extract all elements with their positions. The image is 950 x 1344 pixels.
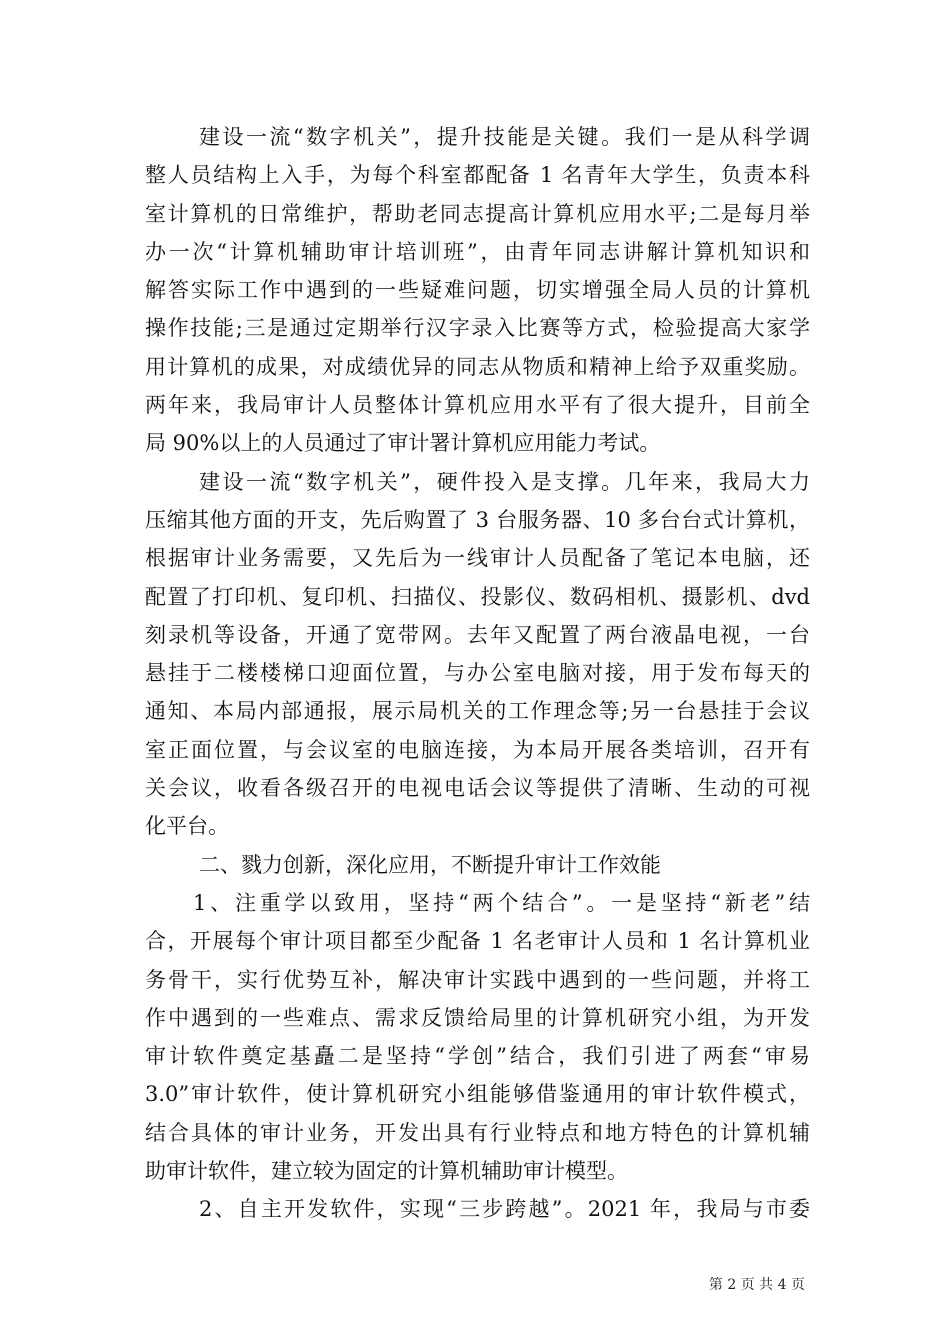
- paragraph-line: 2、自主开发软件，实现“三步跨越”。2021 年，我局与市委: [199, 1197, 810, 1222]
- paragraph-line: 室计算机的日常维护，帮助老同志提高计算机应用水平;二是每月举: [145, 201, 810, 226]
- paragraph-line: 刻录机等设备，开通了宽带网。去年又配置了两台液晶电视，一台: [145, 622, 810, 647]
- paragraph-line: 压缩其他方面的开支，先后购置了 3 台服务器、10 多台台式计算机，: [145, 507, 810, 532]
- paragraph-line: 务骨干，实行优势互补，解决审计实践中遇到的一些问题，并将工: [145, 967, 810, 992]
- paragraph-line: 关会议，收看各级召开的电视电话会议等提供了清晰、生动的可视: [145, 776, 810, 801]
- paragraph-line: 助审计软件，建立较为固定的计算机辅助审计模型。: [145, 1159, 628, 1184]
- paragraph-line: 建设一流“数字机关”，硬件投入是支撑。几年来，我局大力: [199, 469, 810, 494]
- paragraph-line: 解答实际工作中遇到的一些疑难问题，切实增强全局人员的计算机: [145, 278, 810, 303]
- page-number: 第 2 页 共 4 页: [708, 1277, 805, 1293]
- paragraph-line: 通知、本局内部通报，展示局机关的工作理念等;另一台悬挂于会议: [145, 699, 810, 724]
- paragraph-line: 局 90%以上的人员通过了审计署计算机应用能力考试。: [145, 431, 661, 456]
- paragraph-line: 结合具体的审计业务，开发出具有行业特点和地方特色的计算机辅: [145, 1120, 810, 1145]
- document-body: [145, 118, 810, 1229]
- paragraph-line: 3.0”审计软件，使计算机研究小组能够借鉴通用的审计软件模式，: [145, 1082, 810, 1107]
- paragraph-line: 悬挂于二楼楼梯口迎面位置，与办公室电脑对接，用于发布每天的: [145, 661, 810, 686]
- paragraph-line: 审计软件奠定基矗二是坚持“学创”结合，我们引进了两套“审易: [145, 1044, 810, 1069]
- paragraph-line: 操作技能;三是通过定期举行汉字录入比赛等方式，检验提高大家学: [145, 316, 810, 341]
- paragraph-line: 1、注重学以致用，坚持“两个结合”。一是坚持“新老”结: [193, 890, 810, 915]
- paragraph-line: 作中遇到的一些难点、需求反馈给局里的计算机研究小组，为开发: [145, 1005, 810, 1030]
- paragraph-line: 办一次“计算机辅助审计培训班”，由青年同志讲解计算机知识和: [145, 239, 810, 264]
- paragraph-line: 整人员结构上入手，为每个科室都配备 1 名青年大学生，负责本科: [145, 163, 810, 188]
- paragraph-line: 建设一流“数字机关”，提升技能是关键。我们一是从科学调: [199, 125, 810, 149]
- paragraph-line: 合，开展每个审计项目都至少配备 1 名老审计人员和 1 名计算机业: [145, 929, 810, 954]
- paragraph-line: 用计算机的成果，对成绩优异的同志从物质和精神上给予双重奖励。: [145, 354, 810, 379]
- paragraph-line: 配置了打印机、复印机、扫描仪、投影仪、数码相机、摄影机、dvd: [145, 584, 810, 609]
- paragraph-line: 化平台。: [145, 814, 229, 839]
- paragraph-line: 两年来，我局审计人员整体计算机应用水平有了很大提升，目前全: [145, 393, 810, 418]
- paragraph-line: 根据审计业务需要，又先后为一线审计人员配备了笔记本电脑，还: [145, 546, 810, 571]
- paragraph-line: 室正面位置，与会议室的电脑连接，为本局开展各类培训，召开有: [145, 737, 810, 762]
- section-heading: 二、戮力创新，深化应用，不断提升审计工作效能: [199, 852, 661, 877]
